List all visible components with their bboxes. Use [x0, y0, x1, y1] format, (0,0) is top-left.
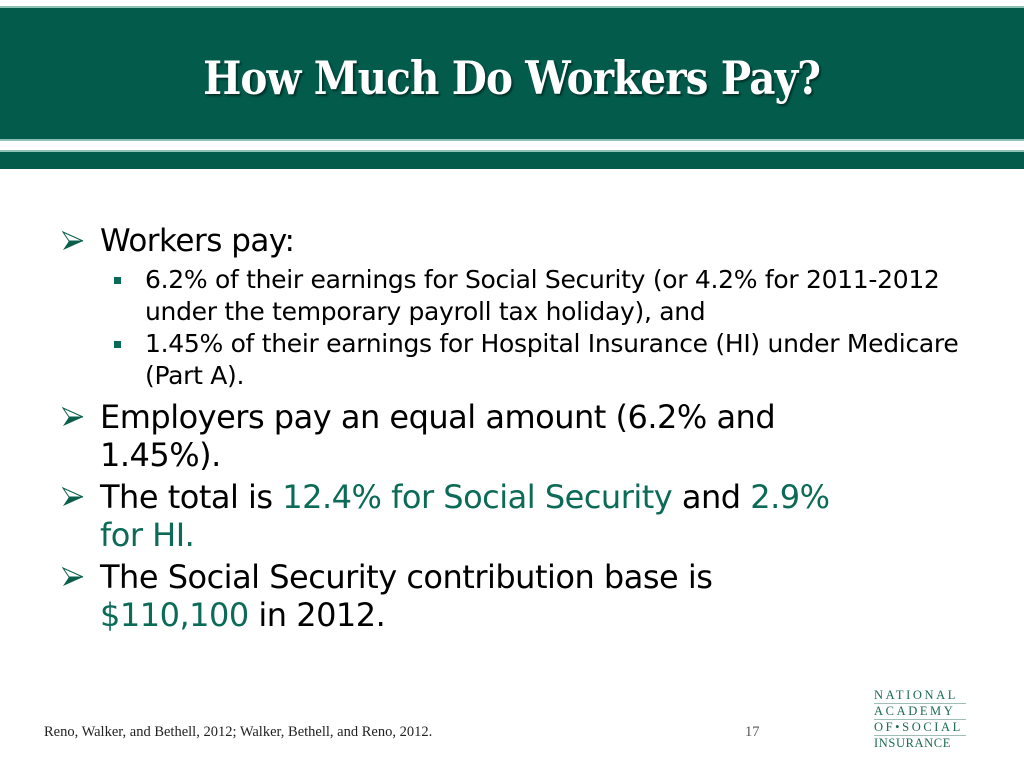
logo-line: INSURANCE — [874, 736, 951, 750]
bullet-workers-pay — [62, 222, 962, 260]
slide-title: How Much Do Workers Pay? — [203, 50, 821, 105]
logo-line: ACADEMY — [874, 704, 966, 720]
arrow-bullet-icon — [62, 478, 100, 516]
slide-body — [62, 222, 962, 638]
decorative-stripe — [0, 152, 1024, 169]
bullet-contribution-base — [62, 558, 802, 634]
logo-line: NATIONAL — [874, 688, 966, 704]
text-segment: in 2012. — [248, 596, 386, 634]
sub-bullet-list — [62, 264, 962, 392]
text-segment: The Social Security contribution base is — [100, 558, 713, 596]
sub-bullet-hospital-insurance — [114, 328, 962, 392]
text-segment: and — [672, 478, 751, 516]
arrow-bullet-icon — [62, 222, 100, 260]
text-segment: The total is — [100, 478, 283, 516]
bullet-employers-pay — [62, 398, 842, 474]
highlight-contribution-base: $110,100 — [100, 596, 249, 634]
nasi-logo — [874, 688, 966, 751]
sub-bullet-text: 1.45% of their earnings for Hospital Insurance (HI) under Medicare (Part A). — [145, 329, 959, 390]
bullet-total — [62, 478, 842, 554]
square-bullet-icon — [114, 264, 145, 296]
highlight-hi-total: 2.9% for HI. — [100, 478, 830, 554]
logo-line: OF•SOCIAL — [874, 720, 966, 736]
square-bullet-icon — [114, 328, 145, 360]
title-band-bottom-edge — [0, 139, 1024, 141]
arrow-bullet-icon — [62, 558, 100, 596]
footer-citation: Reno, Walker, and Bethell, 2012; Walker, Bethell, and Reno, 2012. — [44, 724, 433, 740]
highlight-social-security-total: 12.4% for Social Security — [282, 478, 673, 516]
sub-bullet-social-security — [114, 264, 962, 328]
title-band — [0, 8, 1024, 139]
bullet-text — [100, 478, 842, 554]
sub-bullet-text: 6.2% of their earnings for Social Security (or 4.2% for 2011-2012 under the temporary payroll tax holiday), and — [145, 265, 940, 326]
bullet-text — [100, 558, 802, 634]
bullet-text: Workers pay: — [100, 223, 295, 259]
bullet-text: Employers pay an equal amount (6.2% and 1.45%). — [100, 398, 776, 474]
page-number: 17 — [745, 724, 760, 740]
arrow-bullet-icon — [62, 398, 100, 436]
